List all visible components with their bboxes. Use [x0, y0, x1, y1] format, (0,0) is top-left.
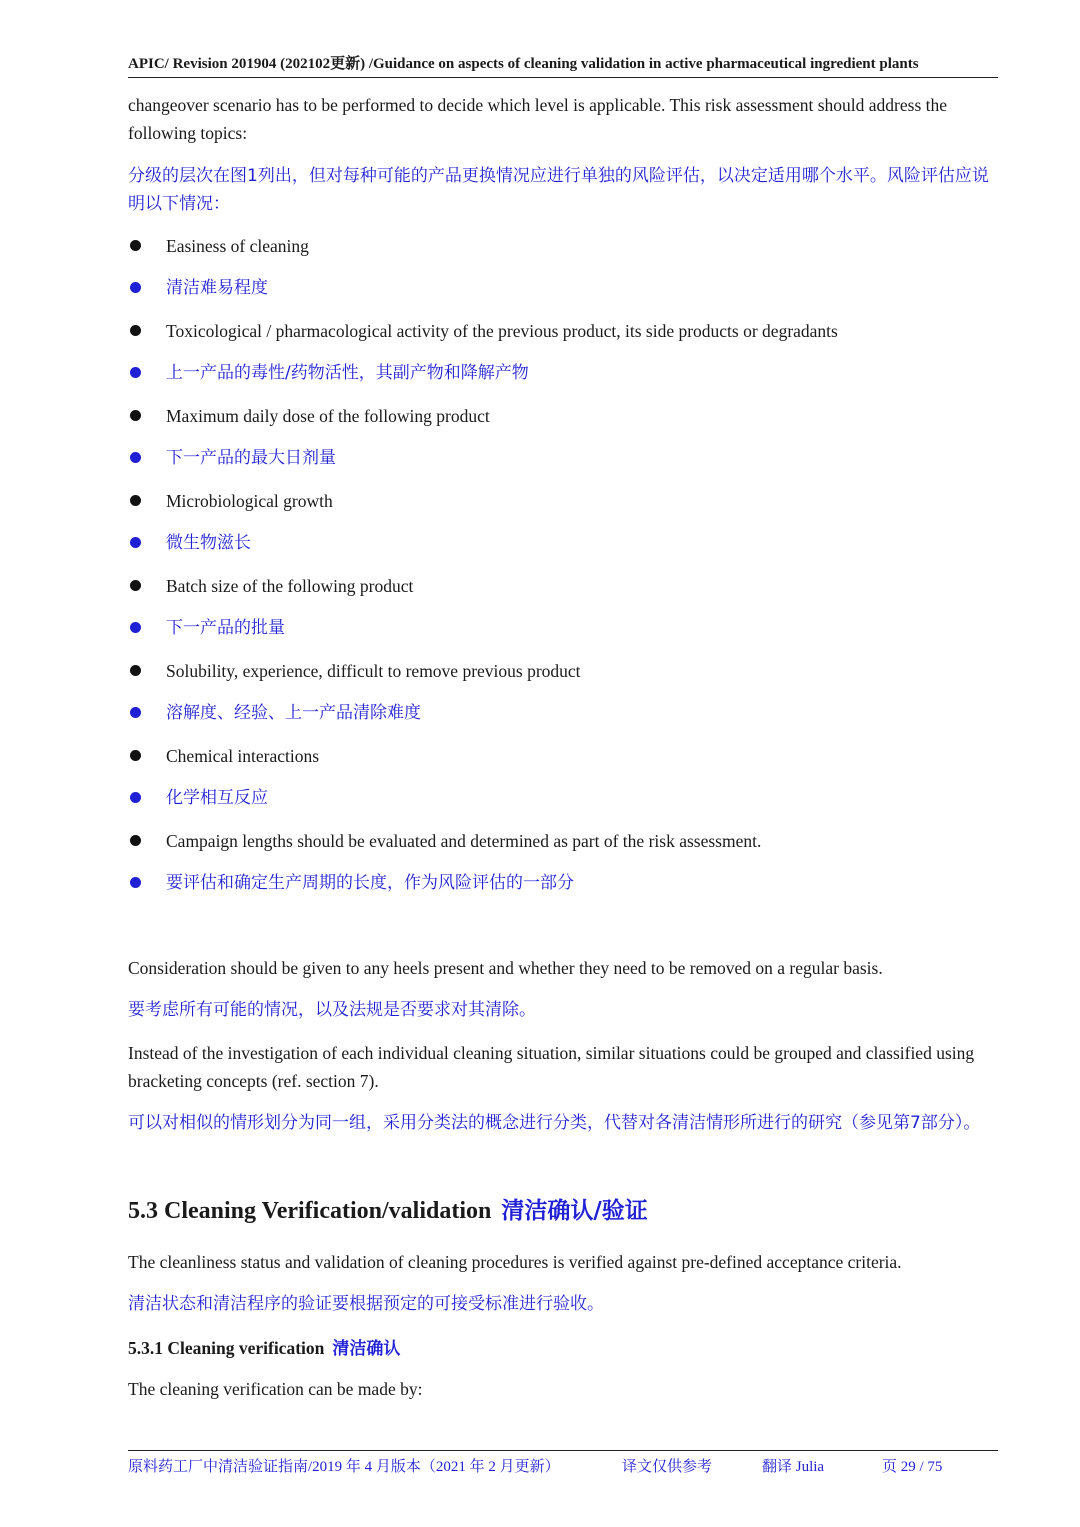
bullet-text-cn: 微生物滋长: [166, 533, 251, 553]
bullet-text-cn: 要评估和确定生产周期的长度，作为风险评估的一部分: [166, 873, 574, 893]
intro-paragraph-en: changeover scenario has to be performed to decide which level is applicable. This risk assessment should address the following topics:: [128, 95, 948, 143]
subsection-heading: [128, 1334, 400, 1359]
bullet-item: [128, 657, 998, 685]
heels-paragraph-en: Consideration should be given to any heels present and whether they need to be removed on a regular basis.: [128, 958, 883, 978]
bullet-item: [128, 699, 998, 727]
footer-translator: 翻译 Julia: [762, 1459, 825, 1475]
bullet-text-cn: 化学相互反应: [166, 788, 268, 808]
page-footer: [128, 1450, 998, 1476]
bullet-dot-icon: [130, 877, 141, 888]
subsection-heading-cn: 清洁确认: [332, 1339, 401, 1359]
bullet-text-en: Easiness of cleaning: [166, 236, 309, 256]
bullet-item: [128, 402, 998, 430]
bullet-item: [128, 827, 998, 855]
bullet-dot-icon: [130, 580, 141, 591]
heels-paragraph-cn: 要考虑所有可能的情况，以及法规是否要求对其清除。: [128, 1000, 536, 1020]
bullet-text-en: Microbiological growth: [166, 491, 333, 511]
subsection-heading-en: 5.3.1 Cleaning verification: [128, 1338, 325, 1358]
bullet-dot-icon: [130, 282, 141, 293]
bullet-text-en: Toxicological / pharmacological activity of the previous product, its side products or degradants: [166, 321, 838, 341]
bullet-dot-icon: [130, 792, 141, 803]
bullet-item: [128, 232, 998, 260]
bullet-dot-icon: [130, 410, 141, 421]
bullet-text-cn: 上一产品的毒性/药物活性，其副产物和降解产物: [166, 363, 529, 383]
bullet-item: [128, 487, 998, 515]
bullet-text-cn: 下一产品的最大日剂量: [166, 448, 336, 468]
bullet-item: [128, 742, 998, 770]
bullet-text-cn: 下一产品的批量: [166, 618, 285, 638]
bullet-dot-icon: [130, 495, 141, 506]
bullet-dot-icon: [130, 452, 141, 463]
bullet-text-en: Chemical interactions: [166, 746, 320, 766]
bullet-text-en: Campaign lengths should be evaluated and determined as part of the risk assessment.: [166, 831, 762, 851]
section-paragraph-en: The cleanliness status and validation of cleaning procedures is verified against pre-defined acceptance criteria.: [128, 1252, 902, 1272]
bullet-item: [128, 784, 998, 812]
section-paragraph-cn: 清洁状态和清洁程序的验证要根据预定的可接受标准进行验收。: [128, 1294, 604, 1314]
bullet-item: [128, 529, 998, 557]
bullet-dot-icon: [130, 240, 141, 251]
bullet-item: [128, 444, 998, 472]
bullet-item: [128, 317, 998, 345]
bullet-text-en: Solubility, experience, difficult to remove previous product: [166, 661, 581, 681]
bullet-dot-icon: [130, 835, 141, 846]
section-heading: [128, 1192, 648, 1225]
section-heading-cn: 清洁确认/验证: [501, 1198, 648, 1224]
intro-paragraph-cn: 分级的层次在图1列出，但对每种可能的产品更换情况应进行单独的风险评估，以决定适用哪个水平。风险评估应说明以下情况：: [128, 166, 989, 214]
bullet-dot-icon: [130, 750, 141, 761]
bullet-dot-icon: [130, 325, 141, 336]
bullet-dot-icon: [130, 537, 141, 548]
footer-page-number: 页 29 / 75: [882, 1459, 943, 1475]
footer-guide-title: 原料药工厂中清洁验证指南/2019 年 4 月版本（2021 年 2 月更新）: [128, 1459, 560, 1475]
bullet-dot-icon: [130, 707, 141, 718]
bullet-dot-icon: [130, 665, 141, 676]
bullet-text-cn: 清洁难易程度: [166, 278, 268, 298]
bullet-text-cn: 溶解度、经验、上一产品清除难度: [166, 703, 421, 723]
page-header: APIC/ Revision 201904 (202102更新) /Guidance on aspects of cleaning validation in active pharmaceutical ingredient plants: [128, 52, 998, 78]
bullet-dot-icon: [130, 367, 141, 378]
bullet-item: [128, 274, 998, 302]
bullet-item: [128, 614, 998, 642]
bullet-item: [128, 869, 998, 897]
bullet-item: [128, 359, 998, 387]
bracketing-paragraph-en: Instead of the investigation of each individual cleaning situation, similar situations could be grouped and classified using bracketing concepts (ref. section 7).: [128, 1043, 975, 1091]
bullet-text-en: Batch size of the following product: [166, 576, 414, 596]
verification-paragraph-en: The cleaning verification can be made by:: [128, 1379, 423, 1399]
bullet-item: [128, 572, 998, 600]
bullet-text-en: Maximum daily dose of the following product: [166, 406, 490, 426]
bracketing-paragraph-cn: 可以对相似的情形划分为同一组，采用分类法的概念进行分类，代替对各清洁情形所进行的研究（参见第7部分）。: [128, 1113, 981, 1133]
bullet-dot-icon: [130, 622, 141, 633]
section-heading-en: 5.3 Cleaning Verification/validation: [128, 1198, 492, 1224]
footer-note: 译文仅供参考: [622, 1459, 713, 1475]
